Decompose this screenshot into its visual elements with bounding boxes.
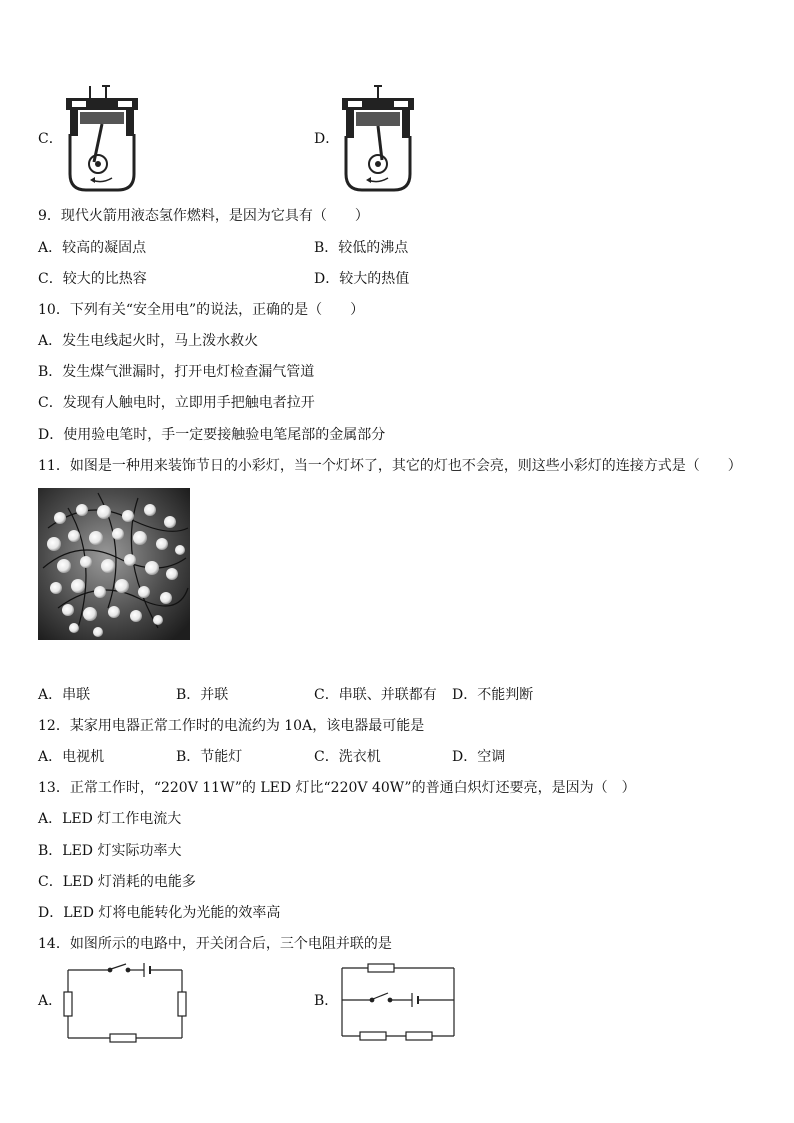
q13-option-d[interactable]: D．LED 灯将电能转化为光能的效率高 <box>38 905 281 921</box>
q8-option-d-label[interactable]: D． <box>314 131 340 147</box>
q13-stem: 13．正常工作时，“220V 11W”的 LED 灯比“220V 40W”的普通白炽灯还要亮，是因为（ ） <box>38 780 636 796</box>
q10-option-d[interactable]: D．使用验电笔时，手一定要接触验电笔尾部的金属部分 <box>38 427 386 443</box>
q11-stem: 11．如图是一种用来装饰节日的小彩灯，当一个灯坏了，其它的灯也不会亮，则这些小彩灯的连接方式是（ ） <box>38 458 742 474</box>
q11-string-lights-photo <box>38 488 190 640</box>
q8-option-c-label[interactable]: C． <box>38 131 63 147</box>
q10-option-a[interactable]: A．发生电线起火时，马上泼水救火 <box>38 333 259 349</box>
q14-circuit-diagram-b <box>336 962 460 1044</box>
q11-option-a[interactable]: A．串联 <box>38 687 91 703</box>
q12-option-a[interactable]: A．电视机 <box>38 749 105 765</box>
q12-option-c[interactable]: C．洗衣机 <box>314 749 381 765</box>
q11-option-d[interactable]: D．不能判断 <box>452 687 534 703</box>
q9-option-c[interactable]: C．较大的比热容 <box>38 271 147 287</box>
q14-stem: 14．如图所示的电路中，开关闭合后，三个电阻并联的是 <box>38 936 392 952</box>
q9-stem: 9．现代火箭用液态氢作燃料，是因为它具有（ ） <box>38 208 369 224</box>
q9-option-a[interactable]: A．较高的凝固点 <box>38 240 147 256</box>
q10-option-c[interactable]: C．发现有人触电时，立即用手把触电者拉开 <box>38 395 315 411</box>
q11-option-c[interactable]: C．串联、并联都有 <box>314 687 437 703</box>
q12-option-b[interactable]: B．节能灯 <box>176 749 243 765</box>
q9-option-b[interactable]: B．较低的沸点 <box>314 240 409 256</box>
q12-stem: 12．某家用电器正常工作时的电流约为 10A，该电器最可能是 <box>38 718 425 734</box>
q13-option-a[interactable]: A．LED 灯工作电流大 <box>38 811 182 827</box>
q12-option-d[interactable]: D．空调 <box>452 749 506 765</box>
q9-option-d[interactable]: D．较大的热值 <box>314 271 410 287</box>
q13-option-b[interactable]: B．LED 灯实际功率大 <box>38 843 182 859</box>
q13-option-c[interactable]: C．LED 灯消耗的电能多 <box>38 874 196 890</box>
q10-stem: 10．下列有关“安全用电”的说法，正确的是（ ） <box>38 302 365 318</box>
q8-engine-diagram-d <box>338 84 418 194</box>
q14-option-a-label[interactable]: A． <box>38 993 63 1009</box>
q11-option-b[interactable]: B．并联 <box>176 687 229 703</box>
q8-engine-diagram-c <box>62 84 142 194</box>
q14-circuit-diagram-a <box>60 962 190 1046</box>
q10-option-b[interactable]: B．发生煤气泄漏时，打开电灯检查漏气管道 <box>38 364 315 380</box>
q14-option-b-label[interactable]: B． <box>314 993 339 1009</box>
